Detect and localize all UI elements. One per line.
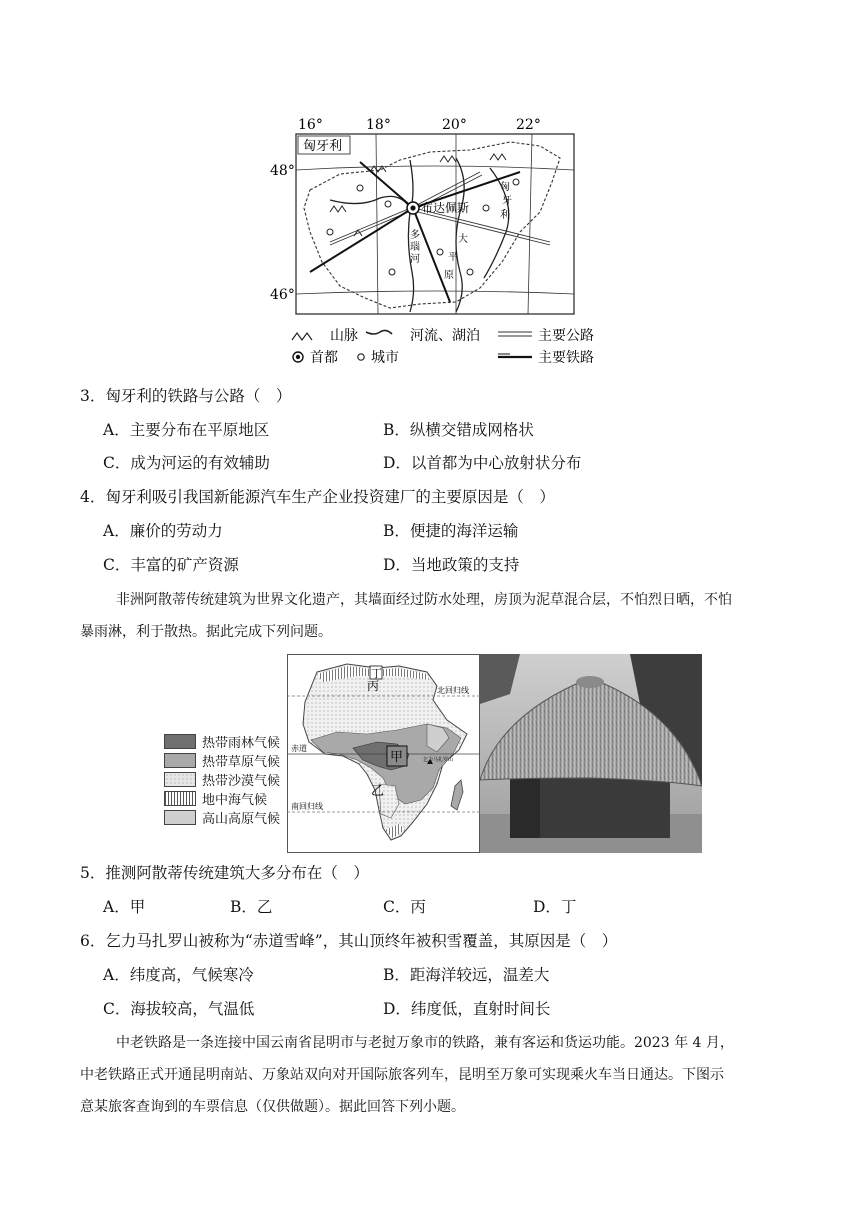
legend-swatch-highland bbox=[164, 810, 196, 825]
ashanti-hut-photo bbox=[480, 654, 702, 853]
region-b-char-2: 平 bbox=[448, 252, 458, 263]
hut-roof-top bbox=[576, 676, 604, 688]
equator-label: 赤道 bbox=[291, 744, 307, 753]
question-5-option-a[interactable]: A．甲 bbox=[103, 898, 146, 916]
lat-label-48: 48° bbox=[270, 163, 295, 179]
lon-label-18: 18° bbox=[366, 117, 391, 133]
question-6-stem: 6．乞力马扎罗山被称为“赤道雪峰”，其山顶终年被积雪覆盖，其原因是（ ） bbox=[80, 932, 618, 950]
legend-swatch-mediterranean bbox=[164, 791, 196, 806]
marker-jia bbox=[387, 746, 407, 766]
passage-railway-line-3: 意某旅客查询到的车票信息（仅供做题）。据此回答下列小题。 bbox=[80, 1099, 465, 1115]
africa-climate-map bbox=[287, 654, 480, 853]
lat-label-46: 46° bbox=[270, 287, 295, 303]
question-6-option-a[interactable]: A．纬度高，气候寒冷 bbox=[103, 966, 254, 984]
question-3-option-d[interactable]: D．以首都为中心放射状分布 bbox=[383, 454, 582, 472]
question-5-option-d[interactable]: D．丁 bbox=[533, 898, 577, 916]
passage-railway bbox=[80, 1033, 792, 1117]
legend-river: 河流、湖泊 bbox=[410, 328, 480, 344]
legend-label-rainforest: 热带雨林气候 bbox=[202, 736, 281, 751]
lon-label-22: 22° bbox=[516, 117, 541, 133]
mountain-legend-icon bbox=[292, 333, 312, 340]
question-3-option-a[interactable]: A．主要分布在平原地区 bbox=[103, 421, 270, 439]
river-legend-icon bbox=[366, 330, 392, 334]
question-4-option-c[interactable]: C．丰富的矿产资源 bbox=[103, 556, 239, 574]
lon-label-16: 16° bbox=[298, 117, 323, 133]
africa-legend bbox=[164, 732, 288, 827]
legend-city: 城市 bbox=[371, 350, 399, 366]
question-4-option-d[interactable]: D．当地政策的支持 bbox=[383, 556, 520, 574]
region-a-char-2: 牙 bbox=[502, 196, 512, 207]
region-b-char-3: 原 bbox=[444, 270, 454, 281]
passage-ashanti-line-1: 非洲阿散蒂传统建筑为世界文化遗产，其墙面经过防水处理，房顶为泥草混合层，不怕烈日晒，不怕 bbox=[116, 592, 732, 608]
hungary-map bbox=[270, 112, 610, 372]
question-5-option-c[interactable]: C．丙 bbox=[383, 898, 426, 916]
legend-item-rainforest bbox=[164, 732, 288, 751]
legend-swatch-savanna bbox=[164, 753, 196, 768]
region-b-char-1: 大 bbox=[458, 234, 468, 245]
region-a-char-1: 匈 bbox=[500, 182, 510, 193]
capital-marker bbox=[407, 202, 419, 214]
lon-label-20: 20° bbox=[442, 117, 467, 133]
passage-ashanti-line-2: 暴雨淋，利于散热。据此完成下列问题。 bbox=[80, 624, 332, 640]
legend-label-mediterranean: 地中海气候 bbox=[202, 793, 268, 808]
legend-capital: 首都 bbox=[310, 350, 338, 366]
question-3-stem: 3．匈牙利的铁路与公路（ ） bbox=[80, 387, 292, 405]
legend-item-desert bbox=[164, 770, 288, 789]
passage-ashanti bbox=[80, 590, 792, 642]
country-label: 匈牙利 bbox=[303, 139, 343, 154]
region-a-char-3: 利 bbox=[500, 210, 510, 221]
river-label-char-1: 多 bbox=[410, 230, 420, 241]
map-frame bbox=[296, 134, 574, 314]
capital-label: 布达佩斯 bbox=[421, 201, 470, 215]
legend-road: 主要公路 bbox=[538, 328, 594, 344]
marker-yi-label: 乙 bbox=[371, 784, 385, 799]
passage-railway-line-2: 中老铁路正式开通昆明南站、万象站双向对开国际旅客列车，昆明至万象可实现乘火车当日通达。下图示 bbox=[80, 1067, 724, 1083]
legend-label-highland: 高山高原气候 bbox=[202, 812, 281, 827]
question-4-stem: 4．匈牙利吸引我国新能源汽车生产企业投资建厂的主要原因是（ ） bbox=[80, 488, 555, 506]
city-legend-icon bbox=[358, 354, 364, 360]
question-6-option-d[interactable]: D．纬度低，直射时间长 bbox=[383, 1000, 551, 1018]
marker-jia-label: 甲 bbox=[390, 750, 404, 765]
river-label-char-3: 河 bbox=[410, 254, 420, 265]
marker-ding bbox=[370, 666, 382, 680]
question-6-option-c[interactable]: C．海拔较高，气温低 bbox=[103, 1000, 255, 1018]
question-4-option-b[interactable]: B．便捷的海洋运输 bbox=[383, 522, 519, 540]
marker-bing-label: 丙 bbox=[367, 679, 380, 693]
marker-ding-label: 丁 bbox=[371, 667, 382, 680]
river-label-char-2: 瑙 bbox=[410, 242, 420, 253]
tropic-north-label: 北回归线 bbox=[437, 686, 469, 695]
question-3-option-b[interactable]: B．纵横交错成网格状 bbox=[383, 421, 534, 439]
question-6-option-b[interactable]: B．距海洋较远，温差大 bbox=[383, 966, 550, 984]
question-5-stem: 5．推测阿散蒂传统建筑大多分布在（ ） bbox=[80, 864, 369, 882]
legend-item-highland bbox=[164, 808, 288, 827]
legend-item-savanna bbox=[164, 751, 288, 770]
legend-label-desert: 热带沙漠气候 bbox=[202, 774, 281, 789]
legend-mountain: 山脉 bbox=[330, 328, 358, 344]
question-5-option-b[interactable]: B．乙 bbox=[230, 898, 273, 916]
legend-swatch-rainforest bbox=[164, 734, 196, 749]
legend-item-mediterranean bbox=[164, 789, 288, 808]
hungary-legend bbox=[292, 327, 594, 366]
tropic-south-label: 南回归线 bbox=[291, 802, 323, 811]
question-3-option-c[interactable]: C．成为河运的有效辅助 bbox=[103, 454, 270, 472]
question-4-option-a[interactable]: A．廉价的劳动力 bbox=[103, 522, 223, 540]
legend-railway: 主要铁路 bbox=[538, 350, 594, 366]
kilimanjaro-label: 乞力马扎罗山 bbox=[423, 757, 454, 763]
legend-swatch-desert bbox=[164, 772, 196, 787]
passage-railway-line-1: 中老铁路是一条连接中国云南省昆明市与老挝万象市的铁路，兼有客运和货运功能。2023 年 4 月， bbox=[116, 1035, 734, 1051]
legend-label-savanna: 热带草原气候 bbox=[202, 755, 281, 770]
